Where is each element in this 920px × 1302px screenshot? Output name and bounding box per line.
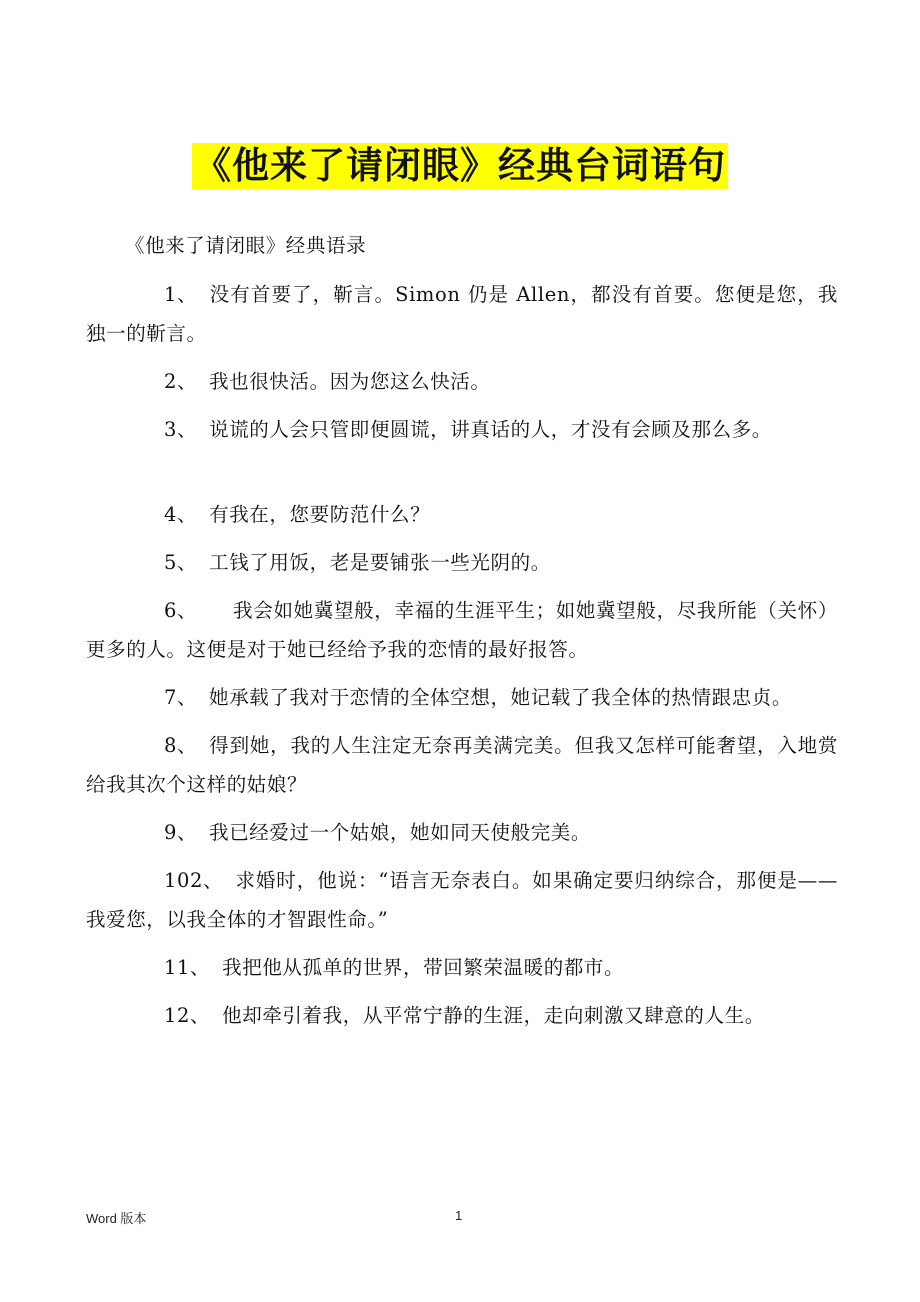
list-item	[86, 495, 838, 534]
item-number: 9、	[164, 821, 198, 844]
list-item	[86, 591, 838, 669]
subtitle: 《他来了请闭眼》经典语录	[125, 234, 367, 257]
list-item	[86, 275, 838, 353]
item-text: 得到她，我的人生注定无奈再美满完美。但我又怎样可能奢望，入地赏给我其次个这样的姑娘？	[86, 734, 838, 796]
item-text: 我已经爱过一个姑娘，她如同天使般完美。	[209, 821, 592, 844]
item-number: 6、	[164, 599, 198, 622]
item-text: 有我在，您要防范什么？	[209, 503, 431, 526]
document-body	[86, 226, 838, 1044]
list-item	[86, 726, 838, 804]
list-item	[86, 996, 838, 1035]
item-text: 她承载了我对于恋情的全体空想，她记载了我全体的热情跟忠贞。	[209, 686, 793, 709]
item-text: 他却牵引着我，从平常宁静的生涯，走向刺激又肆意的人生。	[222, 1004, 765, 1027]
item-text: 我也很快活。因为您这么快活。	[209, 370, 491, 393]
footer-version-label: Word 版本	[86, 1211, 147, 1226]
item-number: 102、	[164, 869, 224, 892]
list-item	[86, 410, 838, 449]
item-number: 5、	[164, 551, 198, 574]
list-item	[86, 813, 838, 852]
item-text: 工钱了用饭，老是要铺张一些光阴的。	[209, 551, 551, 574]
footer-page-number: 1	[455, 1208, 463, 1223]
list-item	[86, 861, 838, 939]
list-item	[86, 543, 838, 582]
title-container	[0, 143, 920, 189]
item-number: 11、	[164, 956, 211, 979]
item-text: 我把他从孤单的世界，带回繁荣温暖的都市。	[222, 956, 625, 979]
list-item	[86, 362, 838, 401]
item-number: 1、	[164, 283, 198, 306]
item-text: 没有首要了，靳言。Simon 仍是 Allen，都没有首要。您便是您，我独一的靳言。	[86, 283, 838, 345]
list-item	[86, 948, 838, 987]
item-number: 2、	[164, 370, 198, 393]
item-number: 7、	[164, 686, 198, 709]
item-text: 求婚时，他说：“语言无奈表白。如果确定要归纳综合，那便是——我爱您，以我全体的才智跟性命。”	[86, 869, 838, 931]
item-number: 4、	[164, 503, 198, 526]
item-text: 我会如她冀望般，幸福的生涯平生；如她冀望般，尽我所能（关怀）更多的人。这便是对于她已经给予我的恋情的最好报答。	[86, 599, 838, 661]
item-text: 说谎的人会只管即便圆谎，讲真话的人，才没有会顾及那么多。	[209, 418, 772, 441]
item-number: 3、	[164, 418, 198, 441]
item-number: 8、	[164, 734, 198, 757]
item-number: 12、	[164, 1004, 211, 1027]
document-title: 《他来了请闭眼》经典台词语句	[194, 144, 726, 187]
list-item	[86, 678, 838, 717]
